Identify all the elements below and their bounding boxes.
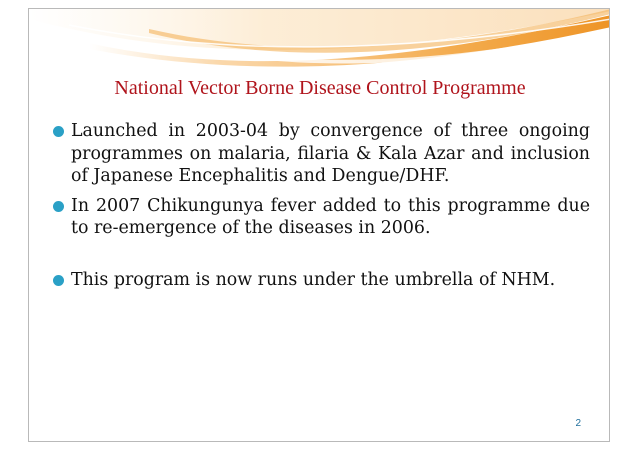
bullet-dot-icon bbox=[53, 126, 64, 137]
decorative-swoosh bbox=[29, 9, 610, 79]
slide-title: National Vector Borne Disease Control Programme bbox=[114, 77, 526, 99]
page-number: 2 bbox=[575, 418, 581, 429]
bullet-item bbox=[53, 195, 590, 240]
bullet-item bbox=[53, 269, 590, 292]
slide-frame bbox=[28, 8, 610, 442]
bullet-item bbox=[53, 120, 590, 188]
bullet-text: In 2007 Chikungunya fever added to this programme due to re-emergence of the diseases in 2006. bbox=[71, 195, 590, 238]
bullet-dot-icon bbox=[53, 201, 64, 212]
bullet-text: This program is now runs under the umbrella of NHM. bbox=[71, 269, 556, 290]
bullet-text: Launched in 2003-04 by convergence of three ongoing programmes on malaria, filaria & Kala Azar and inclusion of Japanese Encephalitis and Dengue/DHF. bbox=[71, 121, 590, 186]
bullet-list bbox=[53, 120, 590, 291]
bullet-dot-icon bbox=[53, 275, 64, 286]
